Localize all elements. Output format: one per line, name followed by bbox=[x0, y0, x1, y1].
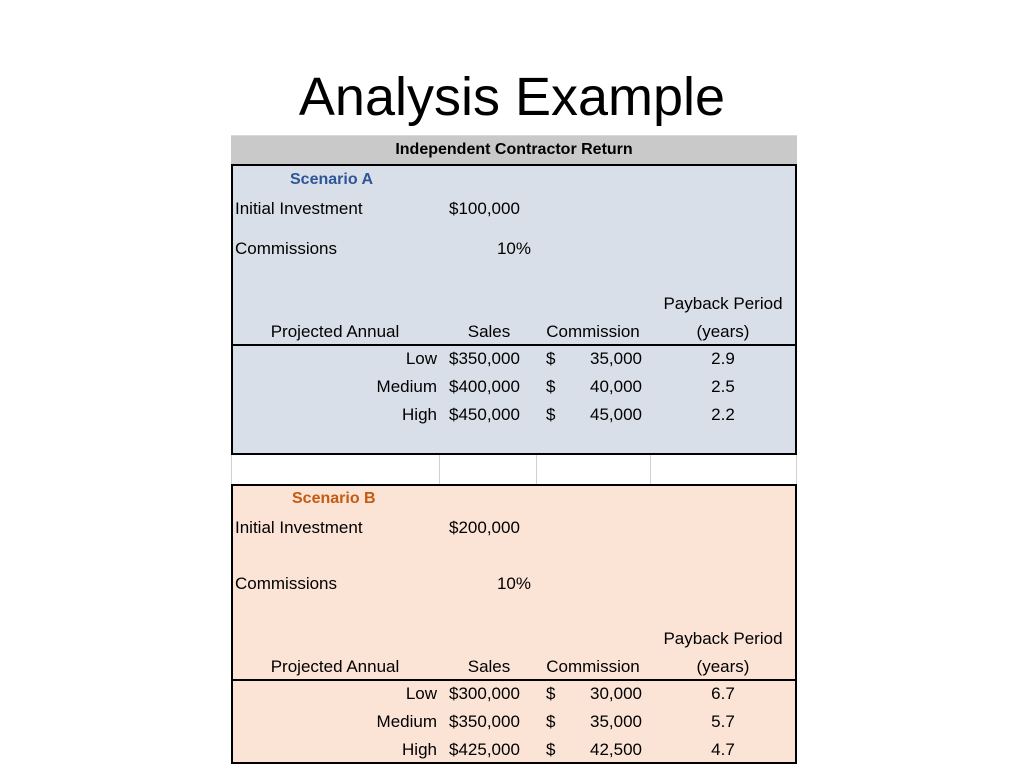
scenario-b-projected-header: Projected Annual bbox=[270, 657, 400, 676]
scenario-a-payback-header-2: (years) bbox=[696, 322, 750, 341]
scenario-a-commissions-label: Commissions bbox=[235, 239, 338, 258]
row-sales: $400,000 bbox=[449, 377, 520, 396]
row-commission: 35,000 bbox=[590, 349, 642, 368]
row-currency: $ bbox=[546, 349, 556, 368]
row-commission: 45,000 bbox=[590, 405, 642, 424]
row-sales: $450,000 bbox=[449, 405, 520, 424]
scenario-a-investment-value: $100,000 bbox=[449, 199, 520, 218]
row-payback: 2.9 bbox=[711, 349, 735, 368]
row-payback: 2.2 bbox=[711, 405, 735, 424]
row-sales: $350,000 bbox=[449, 349, 520, 368]
row-sales: $350,000 bbox=[449, 712, 520, 731]
scenario-a-payback-header-1: Payback Period bbox=[663, 294, 783, 313]
scenario-b-payback-header-1: Payback Period bbox=[663, 629, 783, 648]
row-payback: 2.5 bbox=[711, 377, 735, 396]
row-payback: 5.7 bbox=[711, 712, 735, 731]
scenario-b-title: Scenario B bbox=[292, 490, 376, 507]
row-commission: 40,000 bbox=[590, 377, 642, 396]
scenario-b-commissions-label: Commissions bbox=[235, 574, 338, 593]
scenario-b-commission-header: Commission bbox=[546, 657, 640, 676]
scenario-b-divider bbox=[233, 679, 795, 681]
row-payback: 6.7 bbox=[711, 684, 735, 703]
scenario-a-commission-header: Commission bbox=[546, 322, 640, 341]
spacer-gridline bbox=[650, 455, 651, 484]
scenario-b-investment-value: $200,000 bbox=[449, 518, 520, 537]
spacer-gridline bbox=[536, 455, 537, 484]
scenario-b-investment-label: Initial Investment bbox=[235, 518, 363, 537]
scenario-a-projected-header: Projected Annual bbox=[270, 322, 400, 341]
spacer-row bbox=[231, 455, 797, 484]
scenario-a-investment-label: Initial Investment bbox=[235, 199, 363, 218]
row-currency: $ bbox=[546, 405, 556, 424]
row-level: Low bbox=[405, 349, 437, 368]
row-currency: $ bbox=[546, 684, 556, 703]
row-commission: 42,500 bbox=[590, 740, 642, 759]
scenario-b-block bbox=[231, 484, 797, 764]
scenario-b-commissions-value: 10% bbox=[496, 574, 531, 593]
spacer-gridline bbox=[439, 455, 440, 484]
row-level: Medium bbox=[376, 377, 437, 396]
row-sales: $425,000 bbox=[449, 740, 520, 759]
row-currency: $ bbox=[546, 712, 556, 731]
scenario-a-title: Scenario A bbox=[290, 171, 373, 188]
contractor-return-table bbox=[231, 135, 797, 764]
row-level: High bbox=[402, 740, 437, 759]
slide-title: Analysis Example bbox=[298, 67, 726, 127]
scenario-a-sales-header: Sales bbox=[467, 322, 511, 341]
scenario-b-payback-header-2: (years) bbox=[696, 657, 750, 676]
scenario-b-sales-header: Sales bbox=[467, 657, 511, 676]
scenario-a-divider bbox=[233, 344, 795, 346]
row-sales: $300,000 bbox=[449, 684, 520, 703]
row-payback: 4.7 bbox=[711, 740, 735, 759]
row-commission: 35,000 bbox=[590, 712, 642, 731]
row-commission: 30,000 bbox=[590, 684, 642, 703]
row-currency: $ bbox=[546, 377, 556, 396]
table-header: Independent Contractor Return bbox=[231, 135, 797, 164]
row-level: Medium bbox=[376, 712, 437, 731]
row-level: High bbox=[402, 405, 437, 424]
row-currency: $ bbox=[546, 740, 556, 759]
row-level: Low bbox=[405, 684, 437, 703]
scenario-a-commissions-value: 10% bbox=[496, 239, 531, 258]
scenario-a-block bbox=[231, 164, 797, 455]
